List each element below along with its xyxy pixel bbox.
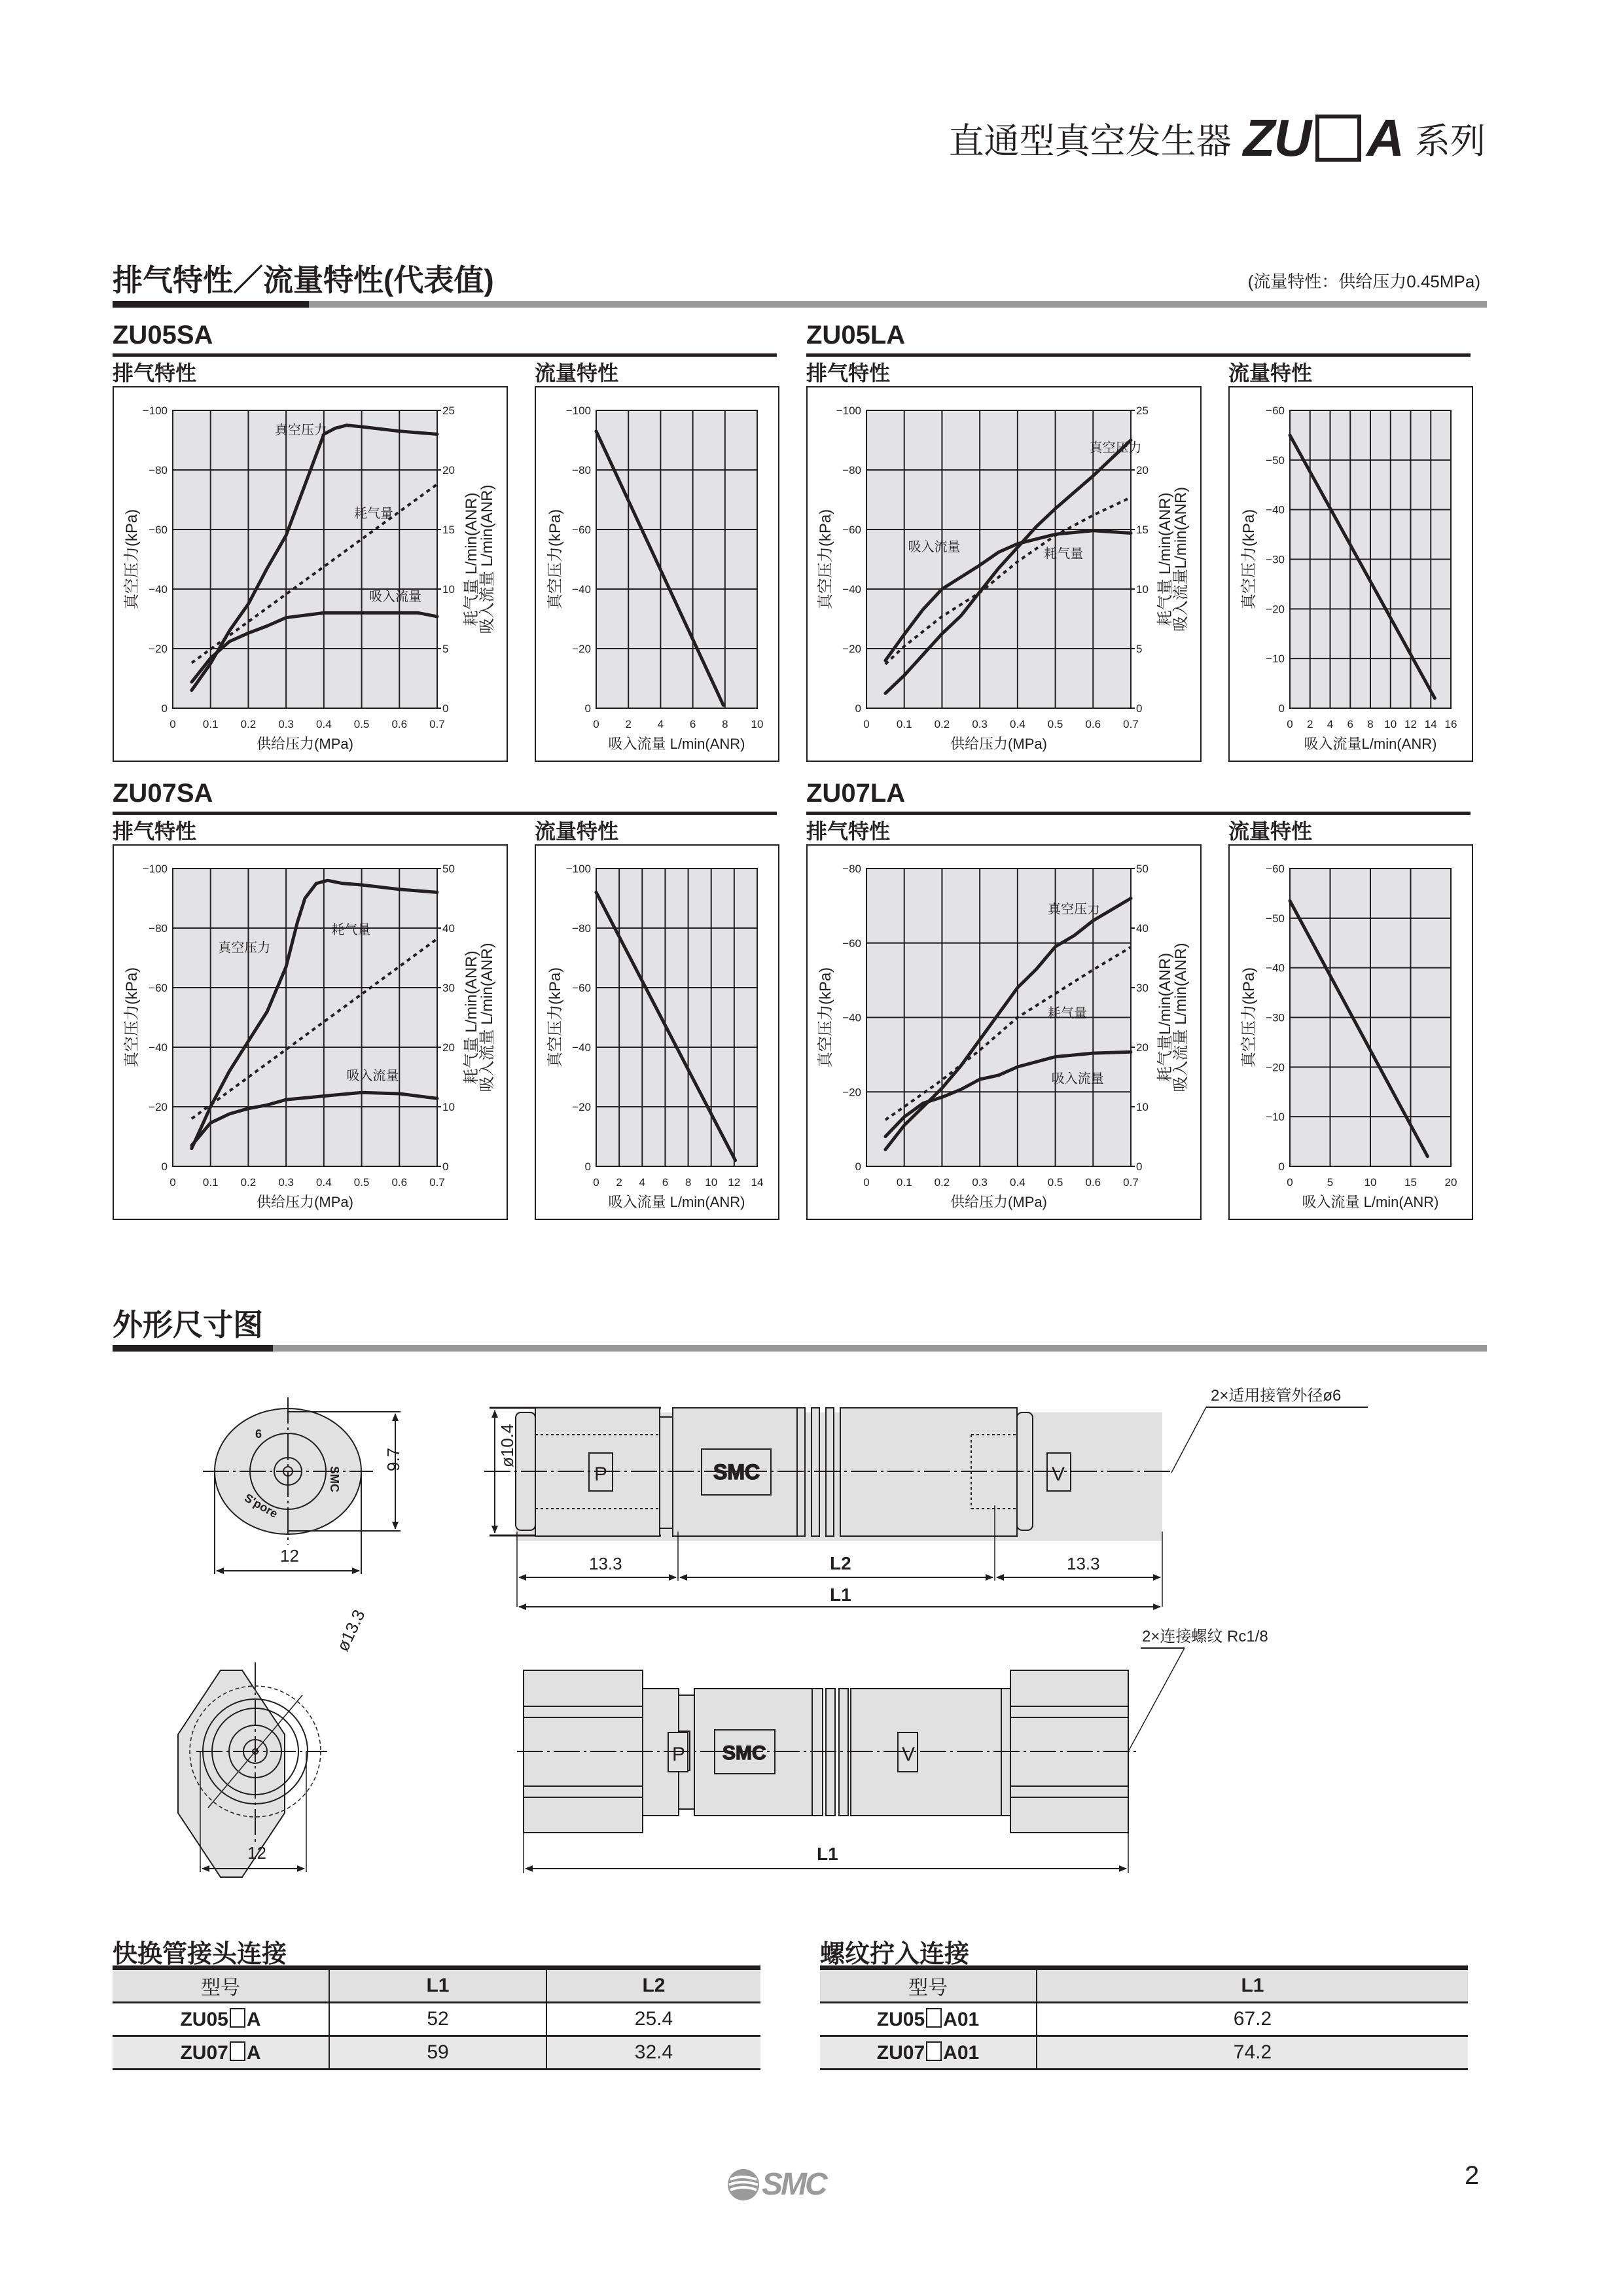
y-axis-label: 真空压力(kPa): [1240, 967, 1258, 1068]
flow-chart: [1228, 386, 1473, 762]
y-axis-label: 真空压力(kPa): [817, 509, 834, 610]
y-tick-label: −20: [572, 643, 591, 655]
table-header-row: [113, 1968, 760, 2003]
table-title-thread: 螺纹拧入连接: [820, 1941, 970, 1968]
y-tick-label: −20: [842, 1086, 861, 1099]
y-tick-label: −20: [149, 1101, 168, 1113]
x-tick-label: 0.3: [972, 1176, 988, 1189]
y2-tick-label: 10: [1136, 583, 1149, 596]
y-tick-label: 0: [161, 702, 168, 715]
y2-tick-label: 40: [442, 922, 455, 935]
y-tick-label: −80: [572, 922, 591, 935]
x-tick-label: 0.2: [934, 1176, 950, 1189]
dim-right-label: 13.3: [1067, 1554, 1100, 1573]
exhaust-title: 排气特性: [113, 819, 197, 843]
x-tick-label: 2: [1307, 718, 1313, 730]
y2-axis-label-suction: 吸入流量 L/min(ANR): [1172, 942, 1190, 1092]
y2-tick-label: 20: [1136, 1041, 1149, 1054]
x-tick-label: 0.3: [278, 718, 294, 730]
x-axis-label: 吸入流量L/min(ANR): [1304, 736, 1437, 752]
model-title: ZU05LA: [806, 321, 906, 350]
x-tick-label: 0: [863, 718, 870, 730]
exhaust-title: 排气特性: [113, 361, 197, 385]
y-tick-label: −80: [842, 863, 861, 875]
header-model: 型号: [201, 1977, 240, 1999]
dim-l1-label-2: L1: [817, 1844, 838, 1864]
y-tick-label: −100: [836, 404, 861, 417]
y-tick-label: −10: [1266, 653, 1285, 666]
x-tick-label: 0: [593, 718, 599, 730]
x-tick-label: 0.6: [391, 718, 408, 730]
x-axis-label: 供给压力(MPa): [950, 736, 1047, 752]
y2-tick-label: 15: [1136, 524, 1149, 536]
x-tick-label: 0.1: [202, 718, 219, 730]
y2-tick-label: 0: [442, 702, 449, 715]
y-axis-label: 真空压力(kPa): [546, 509, 564, 610]
x-axis-label: 供给压力(MPa): [257, 1194, 353, 1210]
cell-l1: 52: [329, 2003, 546, 2036]
x-tick-label: 0.7: [1123, 1176, 1139, 1189]
exhaust-chart: [806, 386, 1202, 762]
y-tick-label: −60: [1266, 404, 1285, 417]
x-tick-label: 0.4: [1010, 1176, 1026, 1189]
y-tick-label: −60: [572, 524, 591, 536]
section-bar: [113, 301, 1487, 308]
page-number: 2: [1465, 2161, 1480, 2190]
y2-axis-label-suction: 吸入流量 L/min(ANR): [478, 484, 496, 634]
table-title-quick: 快换管接头连接: [113, 1941, 287, 1968]
x-tick-label: 6: [1347, 718, 1353, 730]
x-tick-label: 0.5: [353, 1176, 370, 1189]
x-tick-label: 0.5: [1047, 1176, 1063, 1189]
series-model-suffix: A: [1366, 109, 1403, 167]
port-p-label: P: [594, 1463, 608, 1485]
x-tick-label: 0.4: [316, 718, 332, 730]
header-l2: L2: [546, 1968, 760, 2003]
cell-l2: 25.4: [546, 2003, 760, 2036]
end-width-label-2: 12: [247, 1843, 266, 1863]
model-placeholder-box: [1315, 115, 1361, 162]
x-tick-label: 2: [625, 718, 632, 730]
x-tick-label: 8: [685, 1176, 692, 1189]
x-tick-label: 0: [863, 1176, 870, 1189]
body-logo-2: SMC: [722, 1742, 766, 1764]
flow-title: 流量特性: [1228, 361, 1313, 385]
x-tick-label: 0.7: [429, 1176, 445, 1189]
model-rule: [806, 812, 1471, 815]
callout-thread: 2×连接螺纹 Rc1/8: [1142, 1628, 1268, 1645]
y2-tick-label: 20: [1136, 464, 1149, 476]
y-tick-label: −80: [572, 464, 591, 476]
series-label: 耗气量: [1048, 1006, 1088, 1021]
flow-chart-svg: [1230, 846, 1472, 1219]
x-tick-label: 8: [722, 718, 728, 730]
y-axis-label: 真空压力(kPa): [123, 967, 141, 1068]
plot-area: [596, 869, 757, 1166]
x-tick-label: 0.2: [240, 1176, 257, 1189]
series-title-suffix: 系列: [1415, 121, 1486, 161]
end-view-quick: [203, 1397, 403, 1574]
section-bar-2: [113, 1345, 1487, 1352]
y-tick-label: −20: [572, 1101, 591, 1113]
y-tick-label: −60: [149, 982, 168, 994]
series-label: 吸入流量: [1051, 1071, 1104, 1086]
y2-tick-label: 10: [442, 1101, 455, 1113]
y-tick-label: −10: [1266, 1111, 1285, 1124]
section-bar-dark: [113, 301, 309, 308]
series-title: [949, 108, 1486, 168]
y-tick-label: −80: [149, 464, 168, 476]
y-tick-label: −60: [1266, 863, 1285, 875]
x-tick-label: 14: [1424, 718, 1437, 730]
x-tick-label: 6: [689, 718, 696, 730]
y2-tick-label: 30: [1136, 982, 1149, 994]
x-tick-label: 0.1: [896, 1176, 912, 1189]
exhaust-chart-svg: [114, 846, 507, 1219]
y-tick-label: −100: [565, 404, 591, 417]
x-tick-label: 0.5: [353, 718, 370, 730]
x-tick-label: 4: [657, 718, 664, 730]
flow-chart: [1228, 844, 1473, 1220]
series-label: 吸入流量: [908, 539, 961, 554]
series-label: 真空压力: [218, 941, 271, 956]
model-block: [113, 779, 800, 1224]
x-tick-label: 16: [1444, 718, 1457, 730]
x-tick-label: 0.5: [1047, 718, 1063, 730]
end-height-label: 9.7: [383, 1447, 403, 1471]
y-tick-label: 0: [855, 1160, 861, 1173]
cell-model: ZU07 A01: [876, 2041, 980, 2064]
flow-chart: [535, 844, 779, 1220]
y2-axis-label-suction: 吸入流量L/min(ANR): [1172, 486, 1190, 632]
cell-l1: 74.2: [1037, 2036, 1468, 2070]
x-tick-label: 0: [1287, 1176, 1293, 1189]
y-tick-label: 0: [161, 1160, 168, 1173]
y2-tick-label: 15: [442, 524, 455, 536]
series-label: 吸入流量: [369, 590, 422, 605]
y-tick-label: −80: [842, 464, 861, 476]
x-tick-label: 0.7: [429, 718, 445, 730]
exhaust-chart-svg: [808, 387, 1200, 761]
y-tick-label: 0: [1278, 702, 1285, 715]
x-tick-label: 2: [616, 1176, 622, 1189]
x-tick-label: 5: [1327, 1176, 1334, 1189]
end-mark-text: S'pore: [242, 1491, 280, 1521]
y-axis-label: 真空压力(kPa): [123, 509, 141, 610]
y-tick-label: −40: [842, 583, 861, 596]
x-tick-label: 20: [1444, 1176, 1457, 1189]
x-tick-label: 10: [1384, 718, 1397, 730]
plot-area: [596, 410, 757, 708]
body-logo: SMC: [713, 1460, 760, 1484]
table-quick: [113, 1965, 760, 2070]
flow-chart: [535, 386, 779, 762]
series-label: 真空压力: [274, 423, 327, 438]
footer-logo-text: SMC: [762, 2167, 826, 2202]
y2-axis-label-suction: 吸入流量 L/min(ANR): [478, 942, 496, 1092]
y-tick-label: −50: [1266, 912, 1285, 925]
section-bar-dark: [113, 1345, 273, 1352]
cell-l2: 32.4: [546, 2036, 760, 2070]
y2-tick-label: 0: [1136, 1160, 1143, 1173]
x-tick-label: 0.7: [1123, 718, 1139, 730]
exhaust-chart-svg: [114, 387, 507, 761]
table-header-row: [820, 1968, 1468, 2003]
y2-tick-label: 50: [442, 863, 455, 875]
x-tick-label: 0.3: [278, 1176, 294, 1189]
y2-tick-label: 25: [1136, 404, 1149, 417]
flow-title: 流量特性: [535, 361, 619, 385]
y-tick-label: −60: [149, 524, 168, 536]
x-tick-label: 0.4: [1010, 718, 1026, 730]
y-tick-label: 0: [584, 702, 591, 715]
flow-chart-svg: [536, 387, 778, 761]
y2-tick-label: 10: [442, 583, 455, 596]
y2-axis-label-consumption: 耗气量 L/min(ANR): [463, 492, 480, 626]
x-tick-label: 0: [593, 1176, 599, 1189]
cell-model: ZU05 A01: [876, 2008, 980, 2030]
table-row: [820, 2003, 1468, 2036]
end-dia-label: ø13.3: [332, 1606, 369, 1655]
x-tick-label: 0: [169, 1176, 176, 1189]
dim-l1-label: L1: [830, 1585, 851, 1605]
model-title: ZU05SA: [113, 321, 213, 350]
y-tick-label: −40: [572, 583, 591, 596]
y2-tick-label: 40: [1136, 922, 1149, 935]
section-note: (流量特性：供给压力0.45MPa): [1247, 272, 1480, 291]
y2-axis-label-consumption: 耗气量 L/min(ANR): [1156, 492, 1174, 626]
y-tick-label: −40: [572, 1041, 591, 1054]
x-tick-label: 4: [639, 1176, 646, 1189]
series-label: 耗气量: [354, 506, 394, 521]
model-block: [113, 321, 800, 766]
x-axis-label: 吸入流量 L/min(ANR): [1302, 1194, 1439, 1210]
model-block: [806, 321, 1493, 766]
x-tick-label: 10: [705, 1176, 718, 1189]
flow-chart-svg: [1230, 387, 1472, 761]
callout-tube: 2×适用接管外径ø6: [1211, 1387, 1342, 1405]
section-bar-grey: [309, 301, 1487, 308]
y-tick-label: −20: [149, 643, 168, 655]
exhaust-chart: [113, 386, 508, 762]
y2-tick-label: 0: [1136, 702, 1143, 715]
y-tick-label: −40: [149, 1041, 168, 1054]
x-tick-label: 4: [1327, 718, 1334, 730]
x-tick-label: 6: [662, 1176, 669, 1189]
flow-title: 流量特性: [1228, 819, 1313, 843]
series-title-prefix: 直通型真空发生器: [948, 121, 1232, 161]
y-tick-label: −30: [1266, 553, 1285, 566]
y-tick-label: −50: [1266, 454, 1285, 467]
y2-tick-label: 30: [442, 982, 455, 994]
x-tick-label: 0.6: [1085, 718, 1101, 730]
section-title-characteristics: 排气特性／流量特性(代表值): [113, 263, 494, 297]
exhaust-chart-svg: [808, 846, 1200, 1219]
y-tick-label: −20: [842, 643, 861, 655]
model-rule: [113, 353, 777, 357]
y2-tick-label: 5: [442, 643, 449, 655]
x-tick-label: 0.6: [391, 1176, 408, 1189]
x-tick-label: 0.3: [972, 718, 988, 730]
body-diameter-label: ø10.4: [497, 1424, 517, 1467]
y-tick-label: 0: [1278, 1160, 1285, 1173]
series-label: 吸入流量: [346, 1069, 399, 1084]
port-v-label-2: V: [902, 1744, 916, 1765]
model-title: ZU07SA: [113, 779, 213, 808]
x-axis-label: 吸入流量 L/min(ANR): [608, 736, 745, 752]
port-v-label: V: [1052, 1463, 1065, 1485]
model-block: [806, 779, 1493, 1224]
cell-l1: 67.2: [1037, 2003, 1468, 2036]
x-axis-label: 供给压力(MPa): [257, 736, 353, 752]
x-axis-label: 吸入流量 L/min(ANR): [608, 1194, 745, 1210]
y-tick-label: −40: [1266, 503, 1285, 516]
x-tick-label: 15: [1404, 1176, 1417, 1189]
flow-title: 流量特性: [535, 819, 619, 843]
port-p-label-2: P: [672, 1744, 686, 1765]
y-tick-label: −100: [565, 863, 591, 875]
y-tick-label: −60: [842, 524, 861, 536]
series-label: 真空压力: [1089, 440, 1142, 456]
y2-tick-label: 25: [442, 404, 455, 417]
series-label: 真空压力: [1048, 902, 1101, 917]
x-tick-label: 0.1: [202, 1176, 219, 1189]
y-tick-label: −40: [1266, 961, 1285, 975]
x-tick-label: 8: [1367, 718, 1374, 730]
x-tick-label: 0.4: [316, 1176, 332, 1189]
y-tick-label: −100: [142, 863, 168, 875]
model-rule: [806, 353, 1471, 357]
y-tick-label: −100: [142, 404, 168, 417]
table-row: [113, 2036, 760, 2070]
series-model: [1243, 108, 1403, 168]
model-rule: [113, 812, 777, 815]
smc-logo-icon: [728, 2168, 759, 2202]
end-mark-number: 9: [255, 1427, 262, 1440]
y2-tick-label: 10: [1136, 1101, 1149, 1113]
side-view-thread: [517, 1628, 1268, 1873]
dim-left-label: 13.3: [589, 1554, 622, 1573]
y-axis-label: 真空压力(kPa): [1240, 509, 1258, 610]
table-row: [113, 2003, 760, 2036]
x-tick-label: 14: [751, 1176, 764, 1189]
section-bar-grey: [273, 1345, 1487, 1352]
x-tick-label: 0.6: [1085, 1176, 1101, 1189]
exhaust-chart: [113, 844, 508, 1220]
x-tick-label: 0: [1287, 718, 1293, 730]
y2-tick-label: 50: [1136, 863, 1149, 875]
table-row: [820, 2036, 1468, 2070]
y2-axis-label-consumption: 耗气量 L/min(ANR): [463, 950, 480, 1085]
footer-logo: [728, 2166, 826, 2202]
y-tick-label: −20: [1266, 603, 1285, 616]
x-tick-label: 0.2: [934, 718, 950, 730]
y-tick-label: −40: [149, 583, 168, 596]
x-axis-label: 供给压力(MPa): [950, 1194, 1047, 1210]
header-model: 型号: [908, 1977, 948, 1999]
y-tick-label: −60: [572, 982, 591, 994]
dimension-drawings: [0, 1374, 1623, 1911]
end-view-thread: [178, 1607, 369, 1877]
exhaust-title: 排气特性: [806, 361, 891, 385]
y-axis-label: 真空压力(kPa): [546, 967, 564, 1068]
y-tick-label: −20: [1266, 1061, 1285, 1074]
y2-tick-label: 0: [442, 1160, 449, 1173]
y-tick-label: 0: [584, 1160, 591, 1173]
end-width-label: 12: [280, 1546, 299, 1566]
x-tick-label: 10: [1364, 1176, 1377, 1189]
x-tick-label: 12: [728, 1176, 741, 1189]
dim-l2-label: L2: [830, 1553, 851, 1573]
cell-l1: 59: [329, 2036, 546, 2070]
cell-model: ZU05 A: [180, 2008, 261, 2030]
y-axis-label: 真空压力(kPa): [817, 967, 834, 1068]
y-tick-label: −60: [842, 937, 861, 950]
y2-tick-label: 20: [442, 1041, 455, 1054]
y-tick-label: −80: [149, 922, 168, 935]
series-model-prefix: ZU: [1243, 109, 1311, 167]
x-tick-label: 0.2: [240, 718, 257, 730]
section-title-dimensions: 外形尺寸图: [113, 1308, 263, 1342]
exhaust-chart: [806, 844, 1202, 1220]
cell-model: ZU07 A: [180, 2041, 261, 2064]
table-thread: [820, 1965, 1468, 2070]
flow-chart-svg: [536, 846, 778, 1219]
end-mark-logo: SMC: [328, 1466, 341, 1492]
y2-tick-label: 20: [442, 464, 455, 476]
y2-axis-label-consumption: 耗气量L/min(ANR): [1156, 952, 1174, 1083]
x-tick-label: 12: [1404, 718, 1417, 730]
model-title: ZU07LA: [806, 779, 906, 808]
series-label: 耗气量: [1044, 547, 1084, 562]
x-tick-label: 10: [751, 718, 764, 730]
exhaust-title: 排气特性: [806, 819, 891, 843]
side-view-quick: [484, 1387, 1368, 1607]
series-label: 耗气量: [331, 923, 371, 938]
x-tick-label: 0.1: [896, 718, 912, 730]
y2-tick-label: 5: [1136, 643, 1143, 655]
y-tick-label: −30: [1266, 1011, 1285, 1024]
header-l1: L1: [329, 1968, 546, 2003]
y-tick-label: −40: [842, 1011, 861, 1024]
x-tick-label: 0: [169, 718, 176, 730]
header-l1: L1: [1037, 1968, 1468, 2003]
y-tick-label: 0: [855, 702, 861, 715]
